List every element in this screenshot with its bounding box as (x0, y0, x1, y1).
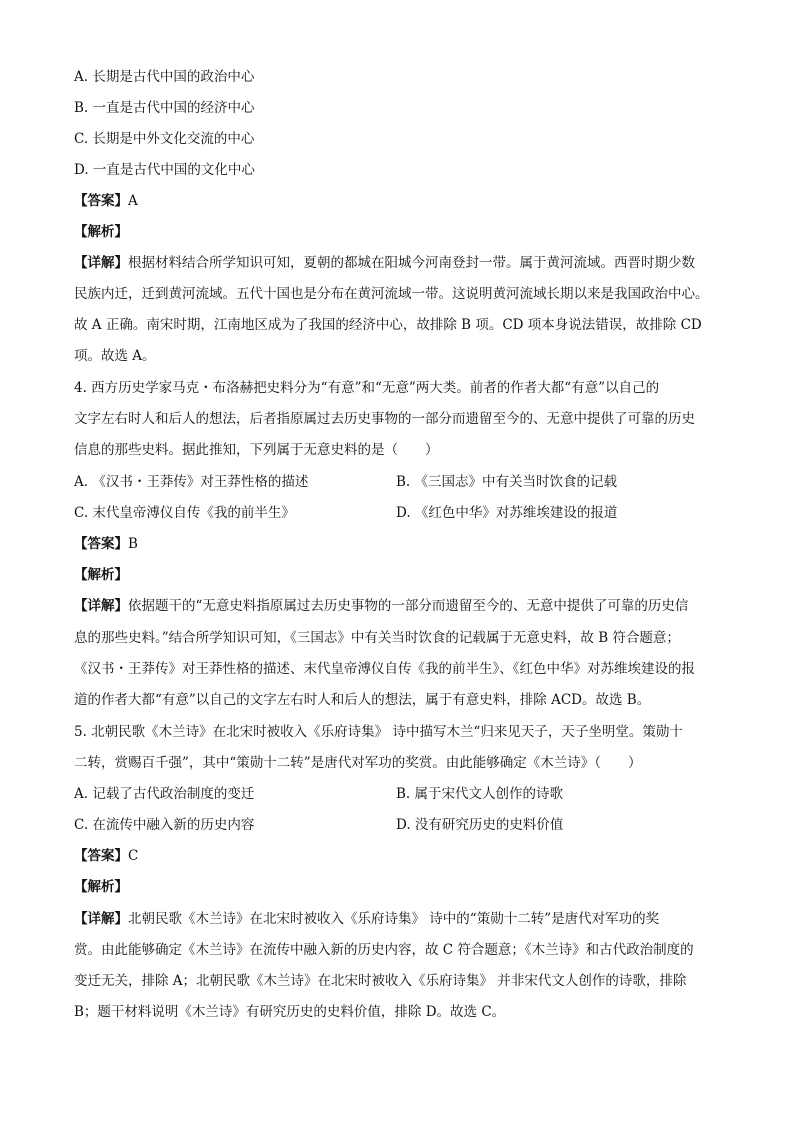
q5-detail-line: B；题干材料说明《木兰诗》有研究历史的史料价值，排除 D。故选 C。 (74, 1004, 506, 1020)
q3-option-b: B. 一直是古代中国的经济中心 (74, 100, 255, 116)
q5-option-a: A. 记载了古代政治制度的变迁 (74, 786, 255, 802)
q3-option-c: C. 长期是中外文化交流的中心 (74, 131, 255, 147)
answer-tag: 【答案】 (74, 536, 128, 552)
q4-option-d: D. 《红色中华》对苏维埃建设的报道 (396, 505, 618, 521)
q4-detail-line (74, 595, 724, 617)
q4-option-a: A. 《汉书・王莽传》对王莽性格的描述 (74, 474, 309, 490)
q4-detail-line: 道的作者大都“有意”以自己的文字左右时人和后人的想法，属于有意史料，排除 ACD。故选 B。 (74, 692, 651, 708)
q4-analysis-tag: 【解析】 (74, 567, 128, 583)
q3-option-d: D. 一直是古代中国的文化中心 (74, 162, 255, 178)
q5-answer (74, 845, 724, 867)
q4-stem-line: 信息的那些史料。据此推知，下列属于无意史料的是（ ） (74, 442, 439, 458)
q3-detail-line: 项。故选 A。 (74, 348, 156, 364)
q4-option-c: C. 末代皇帝溥仪自传《我的前半生》 (74, 505, 295, 521)
q3-detail-line: 民族内迁，迁到黄河流域。五代十国也是分布在黄河流域一带。这说明黄河流域长期以来是我国政治中心。 (74, 286, 709, 302)
q3-option-a: A. 长期是古代中国的政治中心 (74, 69, 255, 85)
q4-stem-line: 4. 西方历史学家马克・布洛赫把史料分为“有意”和“无意”两大类。前者的作者大都“有意”以自己的 (74, 380, 660, 396)
answer-value: B (128, 536, 138, 552)
q5-detail-line: 变迁无关，排除 A；北朝民歌《木兰诗》在北宋时被收入《乐府诗集》 并非宋代文人创作的诗歌，排除 (74, 973, 687, 989)
answer-value: A (128, 193, 138, 209)
detail-tag: 【详解】 (74, 911, 128, 927)
q3-detail-line (74, 252, 724, 274)
q5-option-c: C. 在流传中融入新的历史内容 (74, 817, 255, 833)
answer-tag: 【答案】 (74, 848, 128, 864)
answer-tag: 【答案】 (74, 193, 128, 209)
detail-tag: 【详解】 (74, 255, 128, 271)
q4-detail-line: 《汉书・王莽传》对王莽性格的描述、末代皇帝溥仪自传《我的前半生》、《红色中华》对苏维埃建设的报 (74, 661, 695, 677)
q4-option-b: B. 《三国志》中有关当时饮食的记载 (396, 474, 618, 490)
q5-stem-line: 5. 北朝民歌《木兰诗》在北宋时被收入《乐府诗集》 诗中描写木兰“归来见天子，天子坐明堂。策勋十 (74, 724, 683, 740)
detail-text: 依据题干的“无意史料指原属过去历史事物的一部分而遗留至今的、无意中提供了可靠的历史信 (128, 598, 689, 614)
q5-detail-line: 赏。由此能够确定《木兰诗》在流传中融入新的历史内容，故 C 符合题意；《木兰诗》和古代政治制度的 (74, 942, 694, 958)
q5-option-b: B. 属于宋代文人创作的诗歌 (396, 786, 564, 802)
q4-answer (74, 533, 724, 555)
q3-detail-line: 故 A 正确。南宋时期，江南地区成为了我国的经济中心，故排除 B 项。CD 项本身说法错误，故排除 CD (74, 317, 702, 333)
answer-value: C (128, 848, 139, 864)
detail-tag: 【详解】 (74, 598, 128, 614)
detail-text: 北朝民歌《木兰诗》在北宋时被收入《乐府诗集》 诗中的“策勋十二转”是唐代对军功的奖 (128, 911, 660, 927)
q4-stem-line: 文字左右时人和后人的想法，后者指原属过去历史事物的一部分而遗留至今的、无意中提供了可靠的历史 (74, 411, 695, 427)
q5-stem-line: 二转，赏赐百千强”，其中“策勋十二转”是唐代对军功的奖赏。由此能够确定《木兰诗》（ ） (74, 755, 642, 771)
q5-option-d: D. 没有研究历史的史料价值 (396, 817, 564, 833)
q5-analysis-tag: 【解析】 (74, 879, 128, 895)
q3-analysis-tag: 【解析】 (74, 224, 128, 240)
q4-detail-line: 息的那些史料。”结合所学知识可知，《三国志》中有关当时饮食的记载属于无意史料，故 B 符合题意； (74, 630, 680, 646)
q3-answer (74, 190, 724, 212)
detail-text: 根据材料结合所学知识可知，夏朝的都城在阳城今河南登封一带。属于黄河流域。西晋时期少数 (128, 255, 695, 271)
q5-detail-line (74, 908, 724, 930)
